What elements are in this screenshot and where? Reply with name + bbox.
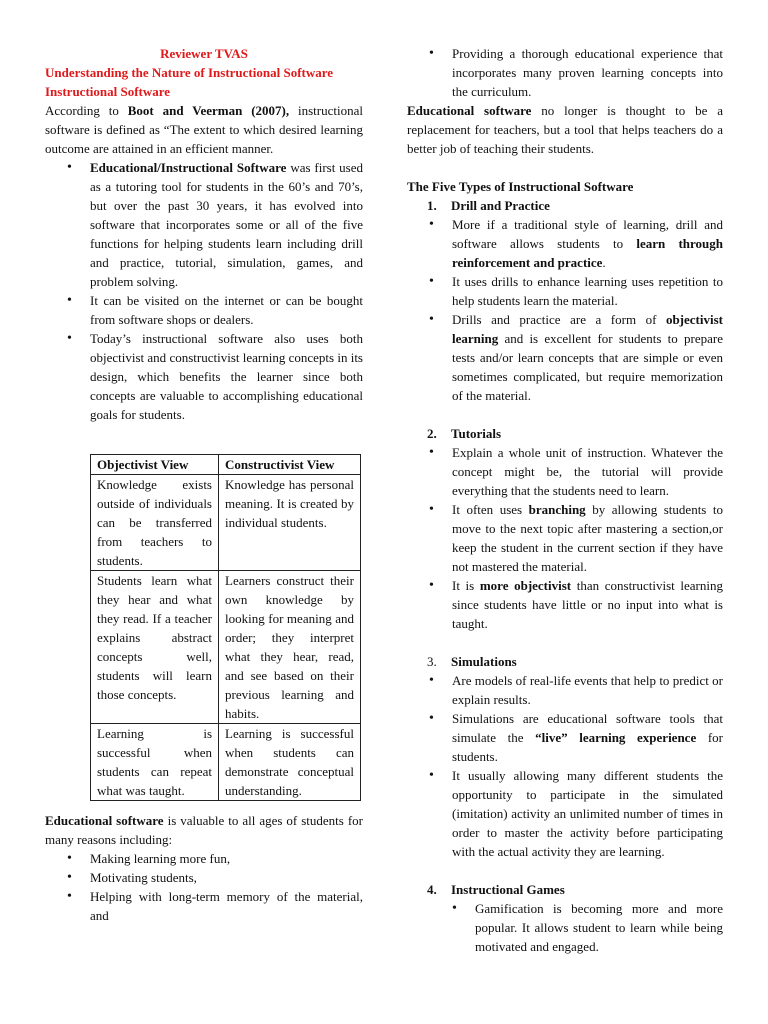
- intro-bullets: [45, 158, 363, 424]
- reasons-list-continued: [407, 44, 723, 101]
- five-types-heading: The Five Types of Instructional Software: [407, 179, 634, 194]
- list-item: • Making learning more fun,: [45, 849, 363, 868]
- tutorials-heading: 2. Tutorials: [427, 426, 502, 441]
- list-item: • Gamification is becoming more and more popular. It allows student to learn while being motivated and engaged.: [407, 899, 723, 956]
- views-table: [90, 454, 361, 801]
- table-row: [91, 475, 361, 571]
- left-column: [45, 44, 363, 925]
- table-header: Objectivist View: [91, 455, 219, 475]
- list-item: • Providing a thorough educational experience that incorporates many proven learning concepts into the curriculum.: [407, 44, 723, 101]
- right-column: [407, 44, 723, 956]
- list-item: • More if a traditional style of learning, drill and software allows students to learn through reinforcement and practice.: [407, 215, 723, 272]
- reasons-list: [45, 849, 363, 925]
- table-cell: Learning is successful when students can repeat what was taught.: [91, 724, 219, 801]
- table-cell: Students learn what they hear and what they read. If a teacher explains abstract concepts well, students will learn those concepts.: [91, 571, 219, 724]
- table-cell: Knowledge has personal meaning. It is created by individual students.: [219, 475, 361, 571]
- intro-paragraph: According to Boot and Veerman (2007), instructional software is defined as “The extent to which desired learning outcome are attained in an efficient manner.: [45, 103, 363, 156]
- drill-heading: 1. Drill and Practice: [427, 198, 550, 213]
- list-item: • It can be visited on the internet or can be bought from software shops or dealers.: [45, 291, 363, 329]
- list-item: • Today’s instructional software also uses both objectivist and constructivist learning concepts in its design, which benefits the learner since both concepts are valuable to accomplishing educational goals for students.: [45, 329, 363, 424]
- list-item: • Drills and practice are a form of objectivist learning and is excellent for students to prepare tests and/or learn concepts that are simple or even sometimes complicated, but require memorization of the material.: [407, 310, 723, 405]
- list-item: • Simulations are educational software tools that simulate the “live” learning experience for students.: [407, 709, 723, 766]
- list-item: • Helping with long-term memory of the material, and: [45, 887, 363, 925]
- table-cell: Knowledge exists outside of individuals can be transferred from teachers to students.: [91, 475, 219, 571]
- list-item: • Are models of real-life events that help to predict or explain results.: [407, 671, 723, 709]
- valuable-paragraph: Educational software is valuable to all ages of students for many reasons including:: [45, 813, 363, 847]
- list-item: • It uses drills to enhance learning uses repetition to help students learn the material.: [407, 272, 723, 310]
- list-item: • It usually allowing many different students the opportunity to participate in the simulated (imitation) activity an unlimited number of times in order to master the activity before participating with the actual activity they are learning.: [407, 766, 723, 861]
- list-item: • Motivating students,: [45, 868, 363, 887]
- subsection-heading: Instructional Software: [45, 84, 171, 99]
- drill-bullets: [407, 215, 723, 405]
- table-header-row: [91, 455, 361, 475]
- list-item: • It is more objectivist than constructivist learning since students have little or no input into what is taught.: [407, 576, 723, 633]
- list-item: • Explain a whole unit of instruction. Whatever the concept might be, the tutorial will provide everything that the students need to learn.: [407, 443, 723, 500]
- table-cell: Learners construct their own knowledge by looking for meaning and order; they interpret what they hear, read, and see based on their previous learning and habits.: [219, 571, 361, 724]
- table-cell: Learning is successful when students can demonstrate conceptual understanding.: [219, 724, 361, 801]
- table-row: [91, 571, 361, 724]
- table-row: [91, 724, 361, 801]
- list-item: • It often uses branching by allowing students to move to the next topic after mastering a section,or keep the student in the current section if they have not mastered the material.: [407, 500, 723, 576]
- simulations-bullets: [407, 671, 723, 861]
- simulations-heading: 3. Simulations: [427, 654, 517, 669]
- games-heading: 4. Instructional Games: [427, 882, 565, 897]
- list-item: • Educational/Instructional Software was first used as a tutoring tool for students in the 60’s and 70’s, but over the past 30 years, it has evolved into software that incorporates some or all of the five functions for helping students learn including drill and practice, tutorial, simulation, games, and problem solving.: [45, 158, 363, 291]
- table-header: Constructivist View: [219, 455, 361, 475]
- replacement-paragraph: Educational software no longer is thought to be a replacement for teachers, but a tool that helps teachers do a better job of teaching their students.: [407, 103, 723, 156]
- document-title: Reviewer TVAS: [160, 46, 248, 61]
- tutorials-bullets: [407, 443, 723, 633]
- games-bullets: [407, 899, 723, 956]
- section-heading: Understanding the Nature of Instructional Software: [45, 65, 334, 80]
